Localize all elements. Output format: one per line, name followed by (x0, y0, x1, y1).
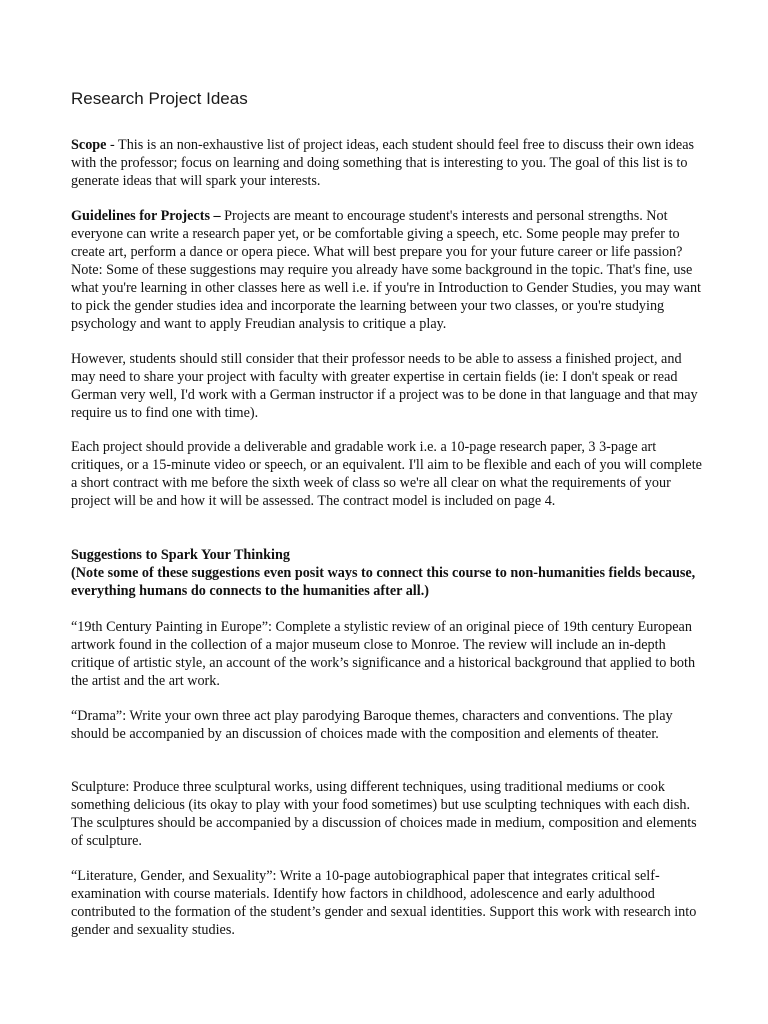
scope-paragraph (71, 136, 703, 190)
idea-literature: “Literature, Gender, and Sexuality”: Write a 10-page autobiographical paper that integrates critical self-examination with course materials. Identify how factors in childhood, adolescence and early adulthood contributed to the formation of the student’s gender and sexual identities. Support this work with research into gender and sexuality studies. (71, 868, 697, 938)
guidelines-paragraph (71, 207, 703, 333)
scope-text: - This is an non-exhaustive list of project ideas, each student should feel free to discuss their own ideas with the professor; focus on learning and doing something that is interesting to you. The goal of this list is to generate ideas that will spark your interests. (71, 137, 695, 189)
page-title: Research Project Ideas (71, 89, 248, 108)
suggestions-heading: Suggestions to Spark Your Thinking (71, 547, 290, 563)
suggestions-block (71, 546, 703, 600)
idea-sculpture: Sculpture: Produce three sculptural works, using different techniques, using traditional mediums or cook something delicious (its okay to play with your food sometimes) but use sculpting techniques with each dish. The sculptures should be accompanied by a discussion of choices made in medium, composition and elements of sculpture. (71, 779, 697, 849)
deliverable-paragraph: Each project should provide a deliverable and gradable work i.e. a 10-page research paper, 3 3-page art critiques, or a 15-minute video or speech, or an equivalent. I'll aim to be flexible and each of you will complete a short contract with me before the sixth week of class so we're all clear on what the requirements of your project will be and how it will be assessed. The contract model is included on page 4. (71, 439, 702, 509)
however-paragraph: However, students should still consider that their professor needs to be able to assess a finished project, and may need to share your project with faculty with greater expertise in certain fields (ie: I don't speak or read German very well, I'd work with a German instructor if a project was to be done in that language and that may require us to find one with time). (71, 351, 698, 421)
guidelines-text: Projects are meant to encourage student's interests and personal strengths. Not everyone can write a research paper yet, or be comfortable giving a speech, etc. Some people may prefer to create art, perform a dance or opera piece. What will best prepare you for your future career or life passion? Note: Some of these suggestions may require you already have some background in the topic. That's fine, use what you're learning in other classes here as well i.e. if you're in Introduction to Gender Studies, you may want to pick the gender studies idea and incorporate the learning between your two classes, or you're studying psychology and want to apply Freudian analysis to critique a play. (71, 208, 701, 332)
idea-painting: “19th Century Painting in Europe”: Complete a stylistic review of an original piece of 19th century European artwork found in the collection of a major museum close to Monroe. The review will include an in-depth critique of artistic style, an account of the work’s significance and a historical background that applied to both the artist and the art work. (71, 619, 696, 689)
idea-drama: “Drama”: Write your own three act play parodying Baroque themes, characters and conventions. The play should be accompanied by an discussion of choices made with the composition and elements of theater. (71, 708, 673, 742)
guidelines-label: Guidelines for Projects – (71, 208, 221, 224)
suggestions-note: (Note some of these suggestions even posit ways to connect this course to non-humanities fields because, everything humans do connects to the humanities after all.) (71, 565, 696, 599)
scope-label: Scope (71, 137, 107, 153)
